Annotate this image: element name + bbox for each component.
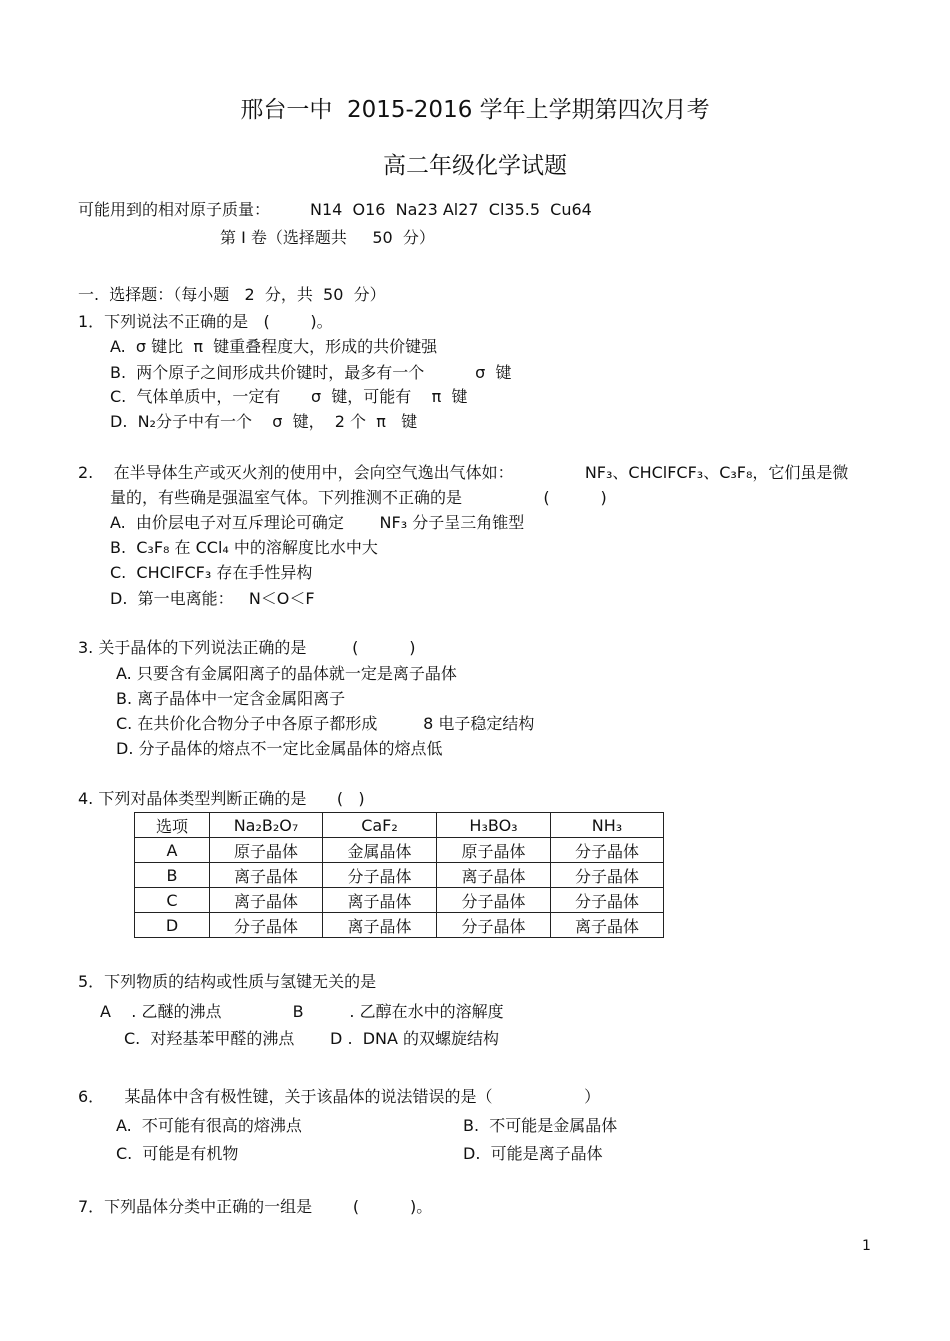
table-cell: 分子晶体 bbox=[551, 838, 664, 863]
table-cell: 分子晶体 bbox=[437, 913, 551, 938]
exam-subtitle: 高二年级化学试题 bbox=[383, 153, 567, 179]
volume-label: 第 I 卷（选择题共 50 分） bbox=[220, 228, 435, 247]
table-cell: 离子晶体 bbox=[210, 888, 323, 913]
q2-stem-line2: 量的，有些确是强温室气体。下列推测不正确的是 ( ) bbox=[110, 488, 607, 507]
section-heading: 一. 选择题：（每小题 2 分，共 50 分） bbox=[78, 285, 386, 304]
q6-stem: 6． 某晶体中含有极性键，关于该晶体的说法错误的是（ ） bbox=[78, 1087, 601, 1106]
table-cell: 金属晶体 bbox=[323, 838, 437, 863]
q6-option-c: C. 可能是有机物 bbox=[116, 1144, 239, 1163]
q6-option-d: D. 可能是离子晶体 bbox=[463, 1144, 603, 1163]
table-header-cell: 选项 bbox=[135, 813, 210, 838]
table-row bbox=[135, 913, 664, 938]
table-cell: 分子晶体 bbox=[437, 888, 551, 913]
q4-stem: 4. 下列对晶体类型判断正确的是 ( ) bbox=[78, 789, 365, 808]
q6-option-b: B. 不可能是金属晶体 bbox=[463, 1116, 618, 1135]
q2-option-b: B. C₃F₈ 在 CCl₄ 中的溶解度比水中大 bbox=[110, 538, 378, 557]
page-number: 1 bbox=[862, 1238, 871, 1254]
q2-option-c: C. CHClFCF₃ 存在手性异构 bbox=[110, 563, 313, 582]
q3-option-d: D. 分子晶体的熔点不一定比金属晶体的熔点低 bbox=[116, 739, 443, 758]
table-cell: 分子晶体 bbox=[210, 913, 323, 938]
q2-stem-line1: 2. 在半导体生产或灭火剂的使用中，会向空气逸出气体如： NF₃、CHClFCF₃、C₃F₈，它们虽是微 bbox=[78, 463, 849, 482]
table-cell: 离子晶体 bbox=[551, 913, 664, 938]
q4-crystal-type-table bbox=[134, 812, 664, 938]
q3-stem: 3. 关于晶体的下列说法正确的是 ( ) bbox=[78, 638, 416, 657]
q5-options-ab: A . 乙醚的沸点 B . 乙醇在水中的溶解度 bbox=[100, 1002, 504, 1021]
table-header-cell: H₃BO₃ bbox=[437, 813, 551, 838]
table-cell: 离子晶体 bbox=[210, 863, 323, 888]
exam-title: 邢台一中 2015-2016 学年上学期第四次月考 bbox=[240, 97, 710, 123]
table-cell: 分子晶体 bbox=[323, 863, 437, 888]
q6-option-a: A. 不可能有很高的熔沸点 bbox=[116, 1116, 302, 1135]
table-cell: 分子晶体 bbox=[551, 888, 664, 913]
table-header-cell: Na₂B₂O₇ bbox=[210, 813, 323, 838]
q3-option-b: B. 离子晶体中一定含金属阳离子 bbox=[116, 689, 346, 708]
q1-option-c: C. 气体单质中，一定有 σ 键，可能有 π 键 bbox=[110, 387, 468, 406]
q2-option-d: D. 第一电离能： N＜O＜F bbox=[110, 589, 315, 608]
q1-option-d: D. N₂分子中有一个 σ 键， 2 个 π 键 bbox=[110, 412, 418, 431]
q1-stem: 1．下列说法不正确的是 ( )。 bbox=[78, 312, 333, 331]
table-row bbox=[135, 888, 664, 913]
q3-option-c: C. 在共价化合物分子中各原子都形成 8 电子稳定结构 bbox=[116, 714, 535, 733]
q5-options-cd: C. 对羟基苯甲醛的沸点 D . DNA 的双螺旋结构 bbox=[124, 1029, 500, 1048]
table-cell: A bbox=[135, 838, 210, 863]
table-cell: B bbox=[135, 863, 210, 888]
table-header-row bbox=[135, 813, 664, 838]
table-cell: C bbox=[135, 888, 210, 913]
table-cell: 离子晶体 bbox=[323, 913, 437, 938]
table-header-cell: NH₃ bbox=[551, 813, 664, 838]
table-row bbox=[135, 838, 664, 863]
table-cell: 离子晶体 bbox=[437, 863, 551, 888]
q7-stem: 7．下列晶体分类中正确的一组是 ( )。 bbox=[78, 1197, 433, 1216]
atomic-mass-values: N14 O16 Na23 Al27 Cl35.5 Cu64 bbox=[310, 200, 592, 219]
q1-option-a: A. σ 键比 π 键重叠程度大，形成的共价键强 bbox=[110, 337, 438, 356]
q2-option-a: A. 由价层电子对互斥理论可确定 NF₃ 分子呈三角锥型 bbox=[110, 513, 525, 532]
q5-stem: 5．下列物质的结构或性质与氢键无关的是 bbox=[78, 972, 377, 991]
q3-option-a: A. 只要含有金属阳离子的晶体就一定是离子晶体 bbox=[116, 664, 457, 683]
table-cell: 原子晶体 bbox=[210, 838, 323, 863]
table-row bbox=[135, 863, 664, 888]
table-cell: 原子晶体 bbox=[437, 838, 551, 863]
table-cell: 分子晶体 bbox=[551, 863, 664, 888]
table-cell: D bbox=[135, 913, 210, 938]
q1-option-b: B. 两个原子之间形成共价键时，最多有一个 σ 键 bbox=[110, 363, 512, 382]
atomic-mass-label: 可能用到的相对原子质量： bbox=[78, 200, 271, 219]
table-header-cell: CaF₂ bbox=[323, 813, 437, 838]
table-cell: 离子晶体 bbox=[323, 888, 437, 913]
